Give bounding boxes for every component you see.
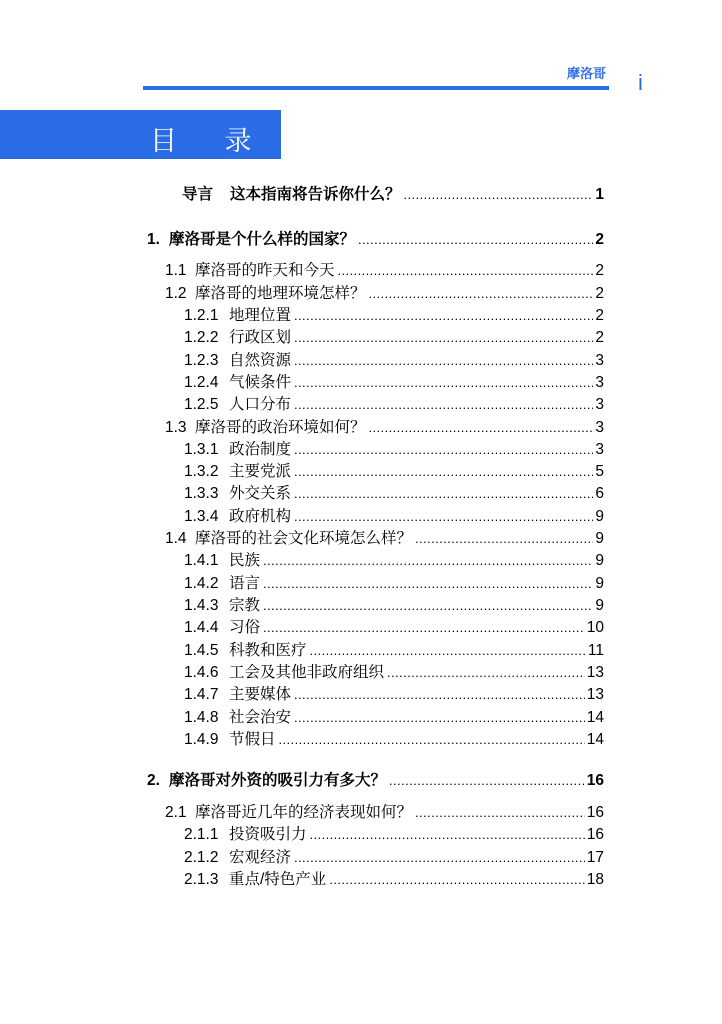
toc-entry[interactable] <box>184 593 604 615</box>
toc-entry-title: 宗教 <box>229 597 261 614</box>
toc-entry[interactable] <box>184 705 604 727</box>
toc-entry-number: 1.3.2 <box>184 463 219 480</box>
toc-dot-leader <box>294 687 585 702</box>
toc-entry-page: 18 <box>586 871 604 888</box>
toc-entry-page: 9 <box>595 508 604 525</box>
toc-dot-leader <box>358 232 593 247</box>
toc-dot-leader <box>294 308 593 323</box>
toc-entry[interactable] <box>184 303 604 325</box>
toc-entry[interactable] <box>184 504 604 526</box>
toc-entry-page: 3 <box>595 374 604 391</box>
toc-entry-title: 地理位置 <box>229 307 292 324</box>
toc-entry-page: 2 <box>595 329 604 346</box>
toc-entry-number: 1.4.5 <box>184 642 219 659</box>
toc-entry-page: 14 <box>586 709 604 726</box>
toc-entry-page: 9 <box>595 575 604 592</box>
toc-entry-title: 科教和医疗 <box>229 642 307 659</box>
toc-entry[interactable] <box>184 571 604 593</box>
toc-entry-number: 2.1.3 <box>184 871 219 888</box>
toc-entry-number: 2.1.1 <box>184 826 219 843</box>
toc-dot-leader <box>310 827 585 842</box>
toc-dot-leader <box>369 286 594 301</box>
toc-entry-title: 摩洛哥近几年的经济表现如何？ <box>195 804 413 821</box>
toc-entry-title: 政府机构 <box>229 508 292 525</box>
toc-entry-number: 1.4.4 <box>184 619 219 636</box>
toc-entry-title: 摩洛哥的昨天和今天 <box>195 262 335 279</box>
toc-entry-number: 1.4 <box>165 530 187 547</box>
toc-dot-leader <box>294 375 593 390</box>
toc-entry[interactable] <box>165 258 604 280</box>
toc-entry-title: 自然资源 <box>229 352 292 369</box>
toc-entry-number: 1.2.3 <box>184 352 219 369</box>
toc-dot-leader <box>294 850 585 865</box>
toc-dot-leader <box>294 710 585 725</box>
toc-dot-leader <box>263 576 593 591</box>
toc-entry-title: 摩洛哥对外资的吸引力有多大？ <box>169 772 387 789</box>
toc-entry-page: 10 <box>586 619 604 636</box>
toc-entry[interactable] <box>184 682 604 704</box>
toc-entry-title: 宏观经济 <box>229 849 292 866</box>
toc-entry-page: 5 <box>595 463 604 480</box>
toc-entry-number: 2. <box>147 772 160 789</box>
toc-entry[interactable] <box>184 845 604 867</box>
toc-entry[interactable] <box>184 822 604 844</box>
toc-dot-leader <box>404 187 594 202</box>
toc-entry-title: 行政区划 <box>229 329 292 346</box>
toc-entry[interactable] <box>165 415 604 437</box>
toc-entry-title: 摩洛哥是个什么样的国家？ <box>169 231 356 248</box>
toc-entry-title: 摩洛哥的地理环境怎样？ <box>195 285 366 302</box>
toc-entry-title: 这本指南将告诉你什么？ <box>230 186 401 203</box>
toc-entry-title: 节假日 <box>229 731 276 748</box>
toc-entry-number: 2.1.2 <box>184 849 219 866</box>
toc-entry[interactable] <box>184 459 604 481</box>
toc-dot-leader <box>338 263 594 278</box>
toc-dot-leader <box>263 598 593 613</box>
toc-entry-page: 16 <box>586 772 604 789</box>
toc-dot-leader <box>294 397 593 412</box>
toc-entry-number: 1.4.2 <box>184 575 219 592</box>
toc-entry-number: 导言 <box>182 186 214 203</box>
toc-entry-page: 9 <box>595 597 604 614</box>
toc-dot-leader <box>294 509 593 524</box>
toc-entry-title: 重点/特色产业 <box>229 871 327 888</box>
toc-entry-page: 1 <box>595 186 604 203</box>
toc-dot-leader <box>294 442 593 457</box>
toc-entry-title: 主要党派 <box>229 463 292 480</box>
toc-entry-number: 1.4.8 <box>184 709 219 726</box>
toc-dot-leader <box>294 353 593 368</box>
toc-entry-page: 17 <box>586 849 604 866</box>
toc-entry[interactable] <box>182 182 604 204</box>
toc-entry[interactable] <box>184 370 604 392</box>
toc-entry[interactable] <box>184 481 604 503</box>
toc-dot-leader <box>389 773 585 788</box>
toc-entry-title: 摩洛哥的社会文化环境怎么样？ <box>195 530 413 547</box>
toc-entry-title: 投资吸引力 <box>229 826 307 843</box>
toc-entry[interactable] <box>184 325 604 347</box>
toc-dot-leader <box>263 620 585 635</box>
toc-entry-number: 1.4.9 <box>184 731 219 748</box>
toc-entry-page: 13 <box>586 664 604 681</box>
toc-entry[interactable] <box>184 548 604 570</box>
toc-entry-title: 气候条件 <box>229 374 292 391</box>
toc-dot-leader <box>263 553 593 568</box>
toc-entry-number: 1.2.1 <box>184 307 219 324</box>
toc-entry-number: 1.2.4 <box>184 374 219 391</box>
toc-entry-page: 3 <box>595 352 604 369</box>
toc-entry-title: 语言 <box>229 575 261 592</box>
toc-entry-number: 1.3.3 <box>184 485 219 502</box>
toc-entry[interactable] <box>165 800 604 822</box>
toc-entry-page: 2 <box>595 307 604 324</box>
toc-dot-leader <box>369 420 594 435</box>
page-number-roman: i <box>638 70 643 95</box>
toc-entry-page: 2 <box>595 262 604 279</box>
toc-dot-leader <box>415 805 585 820</box>
toc-entry-title: 人口分布 <box>229 396 292 413</box>
toc-dot-leader <box>329 872 584 887</box>
toc-entry[interactable] <box>165 526 604 548</box>
toc-entry[interactable] <box>165 281 604 303</box>
toc-entry-title: 民族 <box>229 552 261 569</box>
toc-entry-number: 1.2 <box>165 285 187 302</box>
toc-entry-number: 1.3.1 <box>184 441 219 458</box>
toc-entry-number: 1.4.7 <box>184 686 219 703</box>
toc-dot-leader <box>294 486 593 501</box>
toc-entry-page: 16 <box>586 826 604 843</box>
toc-entry[interactable] <box>184 437 604 459</box>
toc-entry-page: 2 <box>595 231 604 248</box>
toc-entry-number: 2.1 <box>165 804 187 821</box>
toc-title: 目 录 <box>150 126 272 156</box>
toc-entry[interactable] <box>147 768 604 790</box>
toc-entry[interactable] <box>184 660 604 682</box>
toc-entry-title: 政治制度 <box>229 441 292 458</box>
toc-entry-page: 3 <box>595 396 604 413</box>
toc-entry-number: 1.4.1 <box>184 552 219 569</box>
toc-dot-leader <box>415 531 593 546</box>
toc-entry-title: 工会及其他非政府组织 <box>229 664 385 681</box>
toc-dot-leader <box>294 330 593 345</box>
toc-entry[interactable] <box>184 638 604 660</box>
toc-entry[interactable] <box>147 227 604 249</box>
toc-dot-leader <box>310 643 586 658</box>
running-head-title: 摩洛哥 <box>566 66 606 81</box>
toc-banner <box>0 110 281 159</box>
toc-entry-page: 2 <box>595 285 604 302</box>
toc-entry-title: 社会治安 <box>229 709 292 726</box>
toc-entry-page: 9 <box>595 530 604 547</box>
toc-entry-title: 外交关系 <box>229 485 292 502</box>
toc-dot-leader <box>387 665 585 680</box>
toc-entry-page: 3 <box>595 441 604 458</box>
toc-entry[interactable] <box>184 392 604 414</box>
toc-entry[interactable] <box>184 615 604 637</box>
toc-entry-title: 摩洛哥的政治环境如何？ <box>195 419 366 436</box>
toc-entry-page: 3 <box>595 419 604 436</box>
header-rule <box>143 86 609 90</box>
toc-entry-number: 1.3.4 <box>184 508 219 525</box>
toc-entry-number: 1.2.5 <box>184 396 219 413</box>
toc-dot-leader <box>294 464 593 479</box>
toc-entry-page: 6 <box>595 485 604 502</box>
toc-entry-number: 1.4.6 <box>184 664 219 681</box>
toc-entry-page: 11 <box>587 642 604 659</box>
toc-entry-page: 14 <box>586 731 604 748</box>
toc-entry[interactable] <box>184 727 604 749</box>
toc-entry[interactable] <box>184 867 604 889</box>
toc-entry-title: 习俗 <box>229 619 261 636</box>
toc-dot-leader <box>279 732 585 747</box>
toc-entry-number: 1.1 <box>165 262 187 279</box>
toc-entry-page: 16 <box>586 804 604 821</box>
toc-entry-number: 1. <box>147 231 160 248</box>
toc-entry-number: 1.4.3 <box>184 597 219 614</box>
toc-entry-page: 9 <box>595 552 604 569</box>
toc-entry-number: 1.3 <box>165 419 187 436</box>
toc-entry[interactable] <box>184 348 604 370</box>
toc-entry-title: 主要媒体 <box>229 686 292 703</box>
toc-entry-page: 13 <box>586 686 604 703</box>
toc-entry-number: 1.2.2 <box>184 329 219 346</box>
